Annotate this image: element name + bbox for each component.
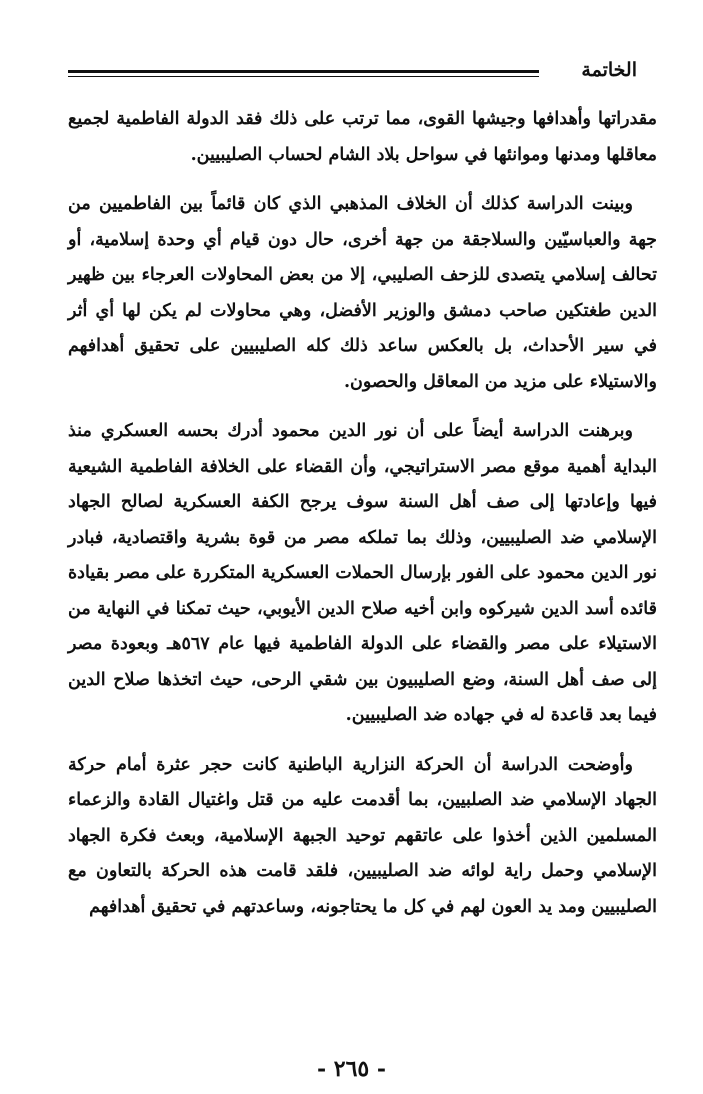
paragraph: وبرهنت الدراسة أيضاً على أن نور الدين محمود أدرك بحسه العسكري منذ البداية أهمية موقع مصر الاستراتيجي، وأن القضاء على الخلافة الفاطمية الشيعية فيها وإعادتها إلى صف أهل السنة سوف يرجح الكفة العسكرية لصالح الجهاد الإسلامي ضد الصليبيين، وذلك بما تملكه مصر من قوة بشرية واقتصادية، فبادر نور الدين محمود على الفور بإرسال الحملات العسكرية المتكررة على مصر بقيادة قائده أسد الدين شيركوه وابن أخيه صلاح الدين الأيوبي، حيث تمكنا في النهاية من الاستيلاء على مصر والقضاء على الدولة الفاطمية فيها عام ٥٦٧هـ وبعودة مصر إلى صف أهل السنة، وضع الصليبيون بين شقي الرحى، حيث اتخذها صلاح الدين فيما بعد قاعدة له في جهاده ضد الصليبيين. — [68, 421, 657, 725]
body-text — [68, 102, 657, 939]
page-number: - ٢٦٥ - — [316, 1056, 387, 1082]
paragraph: وبينت الدراسة كذلك أن الخلاف المذهبي الذي كان قائماً بين الفاطميين من جهة والعباسيّين والسلاجقة من جهة أخرى، حال دون قيام أي وحدة إسلامية، أو تحالف إسلامي يتصدى للزحف الصليبي، إلا من بعض المحاولات العرجاء بين ظهير الدين طغتكين صاحب دمشق والوزير الأفضل، وهي محاولات لم يكن لها أي أثر في سير الأحداث، بل بالعكس ساعد ذلك كله الصليبيين على تحقيق أهدافهم والاستيلاء على مزيد من المعاقل والحصون. — [68, 194, 657, 392]
paragraph: وأوضحت الدراسة أن الحركة النزارية الباطنية كانت حجر عثرة أمام حركة الجهاد الإسلامي ضد الصلبيين، بما أقدمت عليه من قتل واغتيال القادة والزعماء المسلمين الذين أخذوا على عاتقهم توحيد الجبهة الإسلامية، وبعث فكرة الجهاد الإسلامي وحمل راية لوائه ضد الصليبيين، فلقد قامت هذه الحركة بالتعاون مع الصليبيين ومد يد العون لهم في كل ما يحتاجونه، وساعدتهم في تحقيق أهدافهم — [68, 754, 657, 917]
header-rule-thin — [68, 76, 539, 77]
chapter-title: الخاتمة — [581, 59, 637, 81]
header-rule-thick — [68, 70, 539, 73]
paragraph: مقدراتها وأهدافها وجيشها القوى، مما ترتب على ذلك فقد الدولة الفاطمية لجميع معاقلها ومدنها وموانئها في سواحل بلاد الشام لحساب الصليبيين. — [68, 109, 657, 165]
page-header — [68, 58, 637, 86]
